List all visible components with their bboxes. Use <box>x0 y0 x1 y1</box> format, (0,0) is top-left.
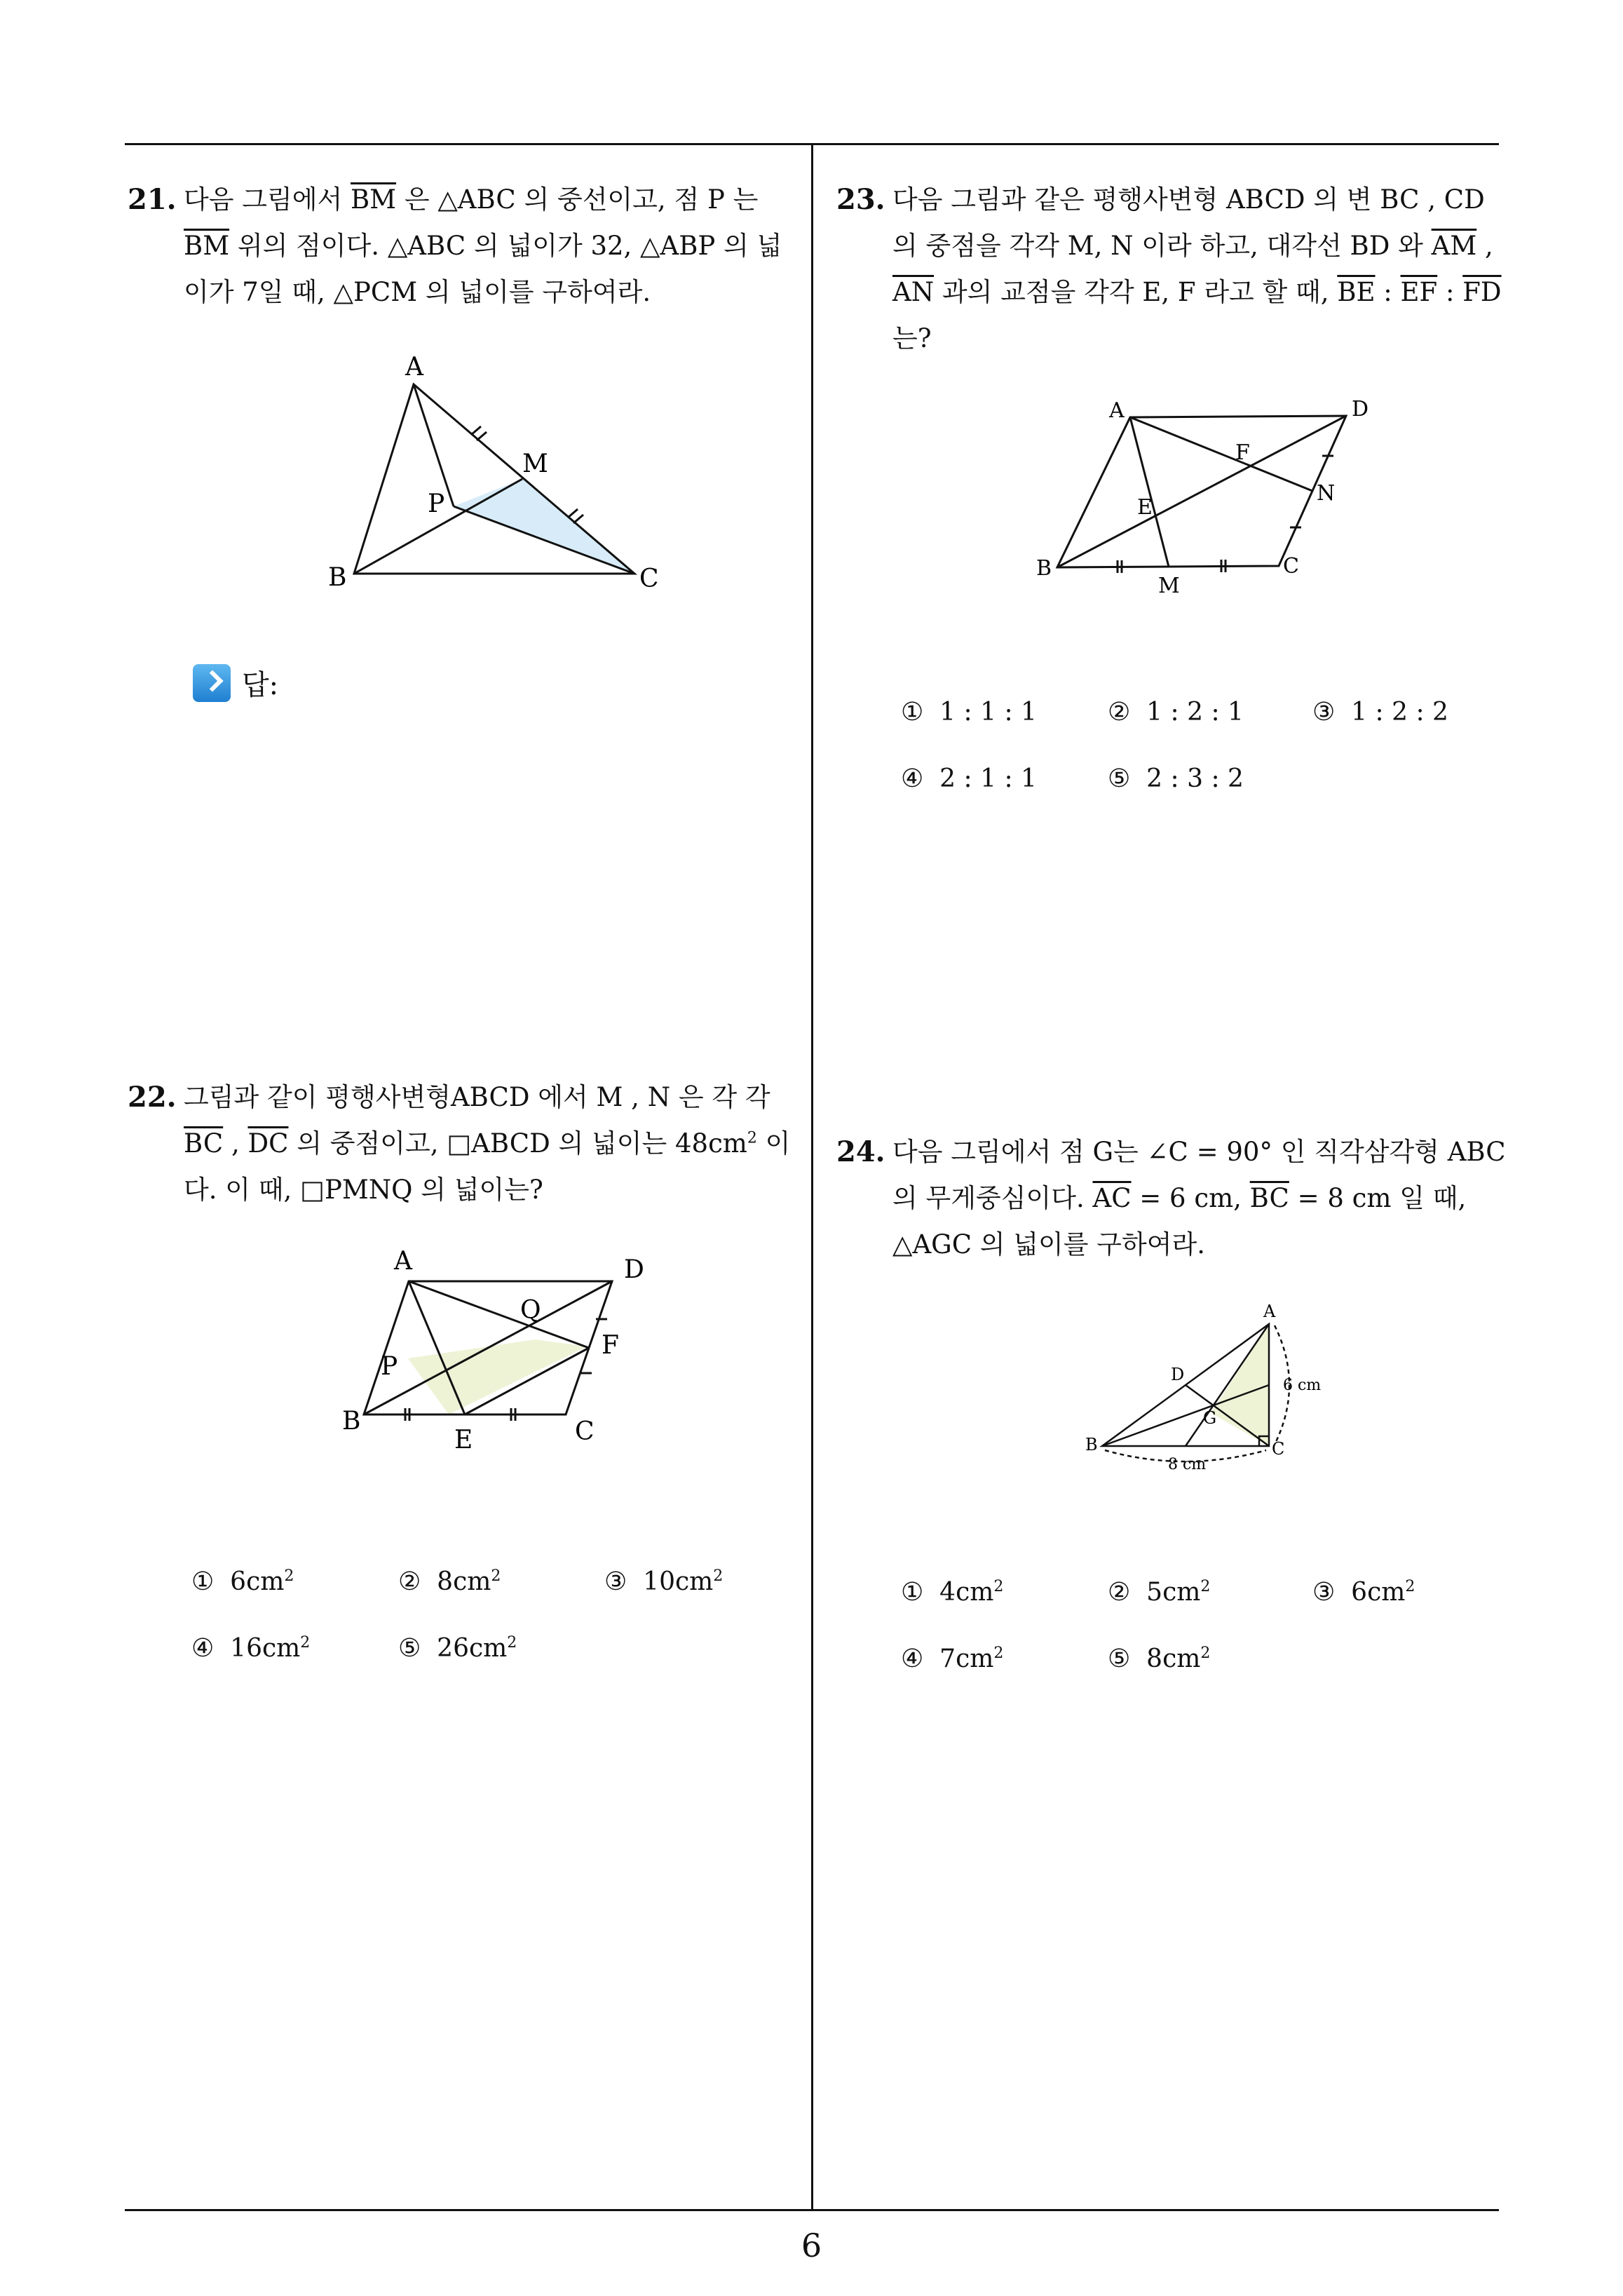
question-text-line: 의 중점을 각각 M, N 이라 하고, 대각선 BD 와 $\overline{AM}$ , <box>892 231 1493 261</box>
label-ac-length: 6 cm <box>1283 1377 1322 1394</box>
question-text-line: 이가 7일 때, △PCM 의 넓이를 구하여라. <box>184 277 651 307</box>
choice-22-3[interactable]: ③ $10cm^2$ <box>604 1567 724 1596</box>
figure-21-triangle <box>308 344 701 596</box>
question-24 <box>836 1129 1509 1268</box>
label-b: B <box>1036 556 1052 581</box>
label-b: B <box>328 563 347 592</box>
label-c: C <box>575 1417 595 1446</box>
question-text-line: $\overline{AN}$ 과의 교점을 각각 E, F 라고 할 때, $\overline{BE}$ : $\overline{EF}$ : $\overline{FD}$ <box>892 277 1502 307</box>
question-22 <box>128 1074 801 1213</box>
label-a: A <box>1109 398 1125 423</box>
label-c: C <box>639 565 659 593</box>
label-d: D <box>624 1255 644 1284</box>
page-number: 6 <box>801 2227 822 2264</box>
choice-23-4[interactable]: ④ 2 : 1 : 1 <box>901 764 1037 793</box>
question-text-line: $\overline{BC}$ , $\overline{DC}$ 의 중점이고, □ABCD 의 넓이는 $48cm^2$ 이 <box>184 1128 791 1159</box>
label-f: F <box>1235 440 1250 465</box>
label-b: B <box>1085 1435 1098 1454</box>
label-p: P <box>428 489 445 518</box>
label-p: P <box>381 1352 398 1381</box>
question-text-line: 다음 그림에서 $\overline{BM}$ 은 △ABC 의 중선이고, 점 P 는 <box>184 184 759 215</box>
choice-23-1[interactable]: ① 1 : 1 : 1 <box>901 698 1037 727</box>
label-c: C <box>1272 1439 1285 1459</box>
label-bc-length: 8 cm <box>1168 1456 1207 1473</box>
question-number: 24. <box>836 1135 885 1168</box>
label-m: M <box>1158 574 1180 598</box>
label-e: E <box>1137 495 1153 520</box>
choice-24-1[interactable]: ① $4cm^2$ <box>901 1578 1004 1607</box>
label-d: D <box>1171 1365 1185 1384</box>
answer-area[interactable] <box>193 663 278 703</box>
choice-23-3[interactable]: ③ 1 : 2 : 2 <box>1312 698 1448 727</box>
question-text-line: 의 무게중심이다. $\overline{AC} = 6$ cm, $\overline{BC} = 8$ cm 일 때, <box>892 1183 1467 1213</box>
answer-label: 답: <box>242 669 279 701</box>
choice-23-5[interactable]: ⑤ 2 : 3 : 2 <box>1108 764 1244 793</box>
choice-24-2[interactable]: ② $5cm^2$ <box>1108 1578 1211 1607</box>
choice-22-1[interactable]: ① $6cm^2$ <box>191 1567 294 1596</box>
label-a: A <box>405 353 423 381</box>
label-a: A <box>1263 1302 1276 1321</box>
chevron-right-icon <box>193 664 231 702</box>
label-m: M <box>522 450 548 478</box>
figure-22-parallelogram <box>330 1241 694 1473</box>
question-text-line: 다. 이 때, □PMNQ 의 넓이는? <box>184 1175 543 1205</box>
choice-22-4[interactable]: ④ $16cm^2$ <box>191 1634 311 1663</box>
choice-24-3[interactable]: ③ $6cm^2$ <box>1312 1578 1415 1607</box>
question-number: 23. <box>836 183 885 216</box>
question-text-line: 다음 그림과 같은 평행사변형 ABCD 의 변 BC , CD <box>892 184 1485 215</box>
label-q: Q <box>520 1296 541 1325</box>
question-text-line: △AGC 의 넓이를 구하여라. <box>892 1229 1206 1260</box>
label-f: F <box>602 1331 619 1360</box>
label-b: B <box>342 1407 361 1436</box>
label-g: G <box>1203 1408 1217 1428</box>
question-text-line: 는? <box>892 323 932 353</box>
choice-24-5[interactable]: ⑤ $8cm^2$ <box>1108 1645 1211 1673</box>
question-number: 22. <box>128 1081 177 1114</box>
question-23 <box>836 177 1509 362</box>
figure-24-right-triangle <box>1073 1297 1353 1480</box>
label-n: N <box>1317 481 1336 506</box>
question-21 <box>128 177 801 316</box>
label-a: A <box>394 1247 412 1276</box>
choice-22-2[interactable]: ② $8cm^2$ <box>398 1567 501 1596</box>
question-text-line: $\overline{BM}$ 위의 점이다. △ABC 의 넓이가 32, △ABP 의 넓 <box>184 231 782 261</box>
label-d: D <box>1352 397 1369 421</box>
label-e: E <box>454 1426 473 1454</box>
question-text-line: 다음 그림에서 점 G는 ∠C = 90° 인 직각삼각형 ABC <box>892 1137 1506 1167</box>
choice-23-2[interactable]: ② 1 : 2 : 1 <box>1108 698 1244 727</box>
choice-24-4[interactable]: ④ $7cm^2$ <box>901 1645 1004 1673</box>
question-text-line: 그림과 같이 평행사변형ABCD 에서 M , N 은 각 각 <box>184 1082 770 1112</box>
label-c: C <box>1283 554 1299 579</box>
choice-22-5[interactable]: ⑤ $26cm^2$ <box>398 1634 517 1663</box>
question-number: 21. <box>128 183 177 216</box>
figure-23-parallelogram <box>1024 389 1388 600</box>
column-divider <box>811 143 813 2210</box>
